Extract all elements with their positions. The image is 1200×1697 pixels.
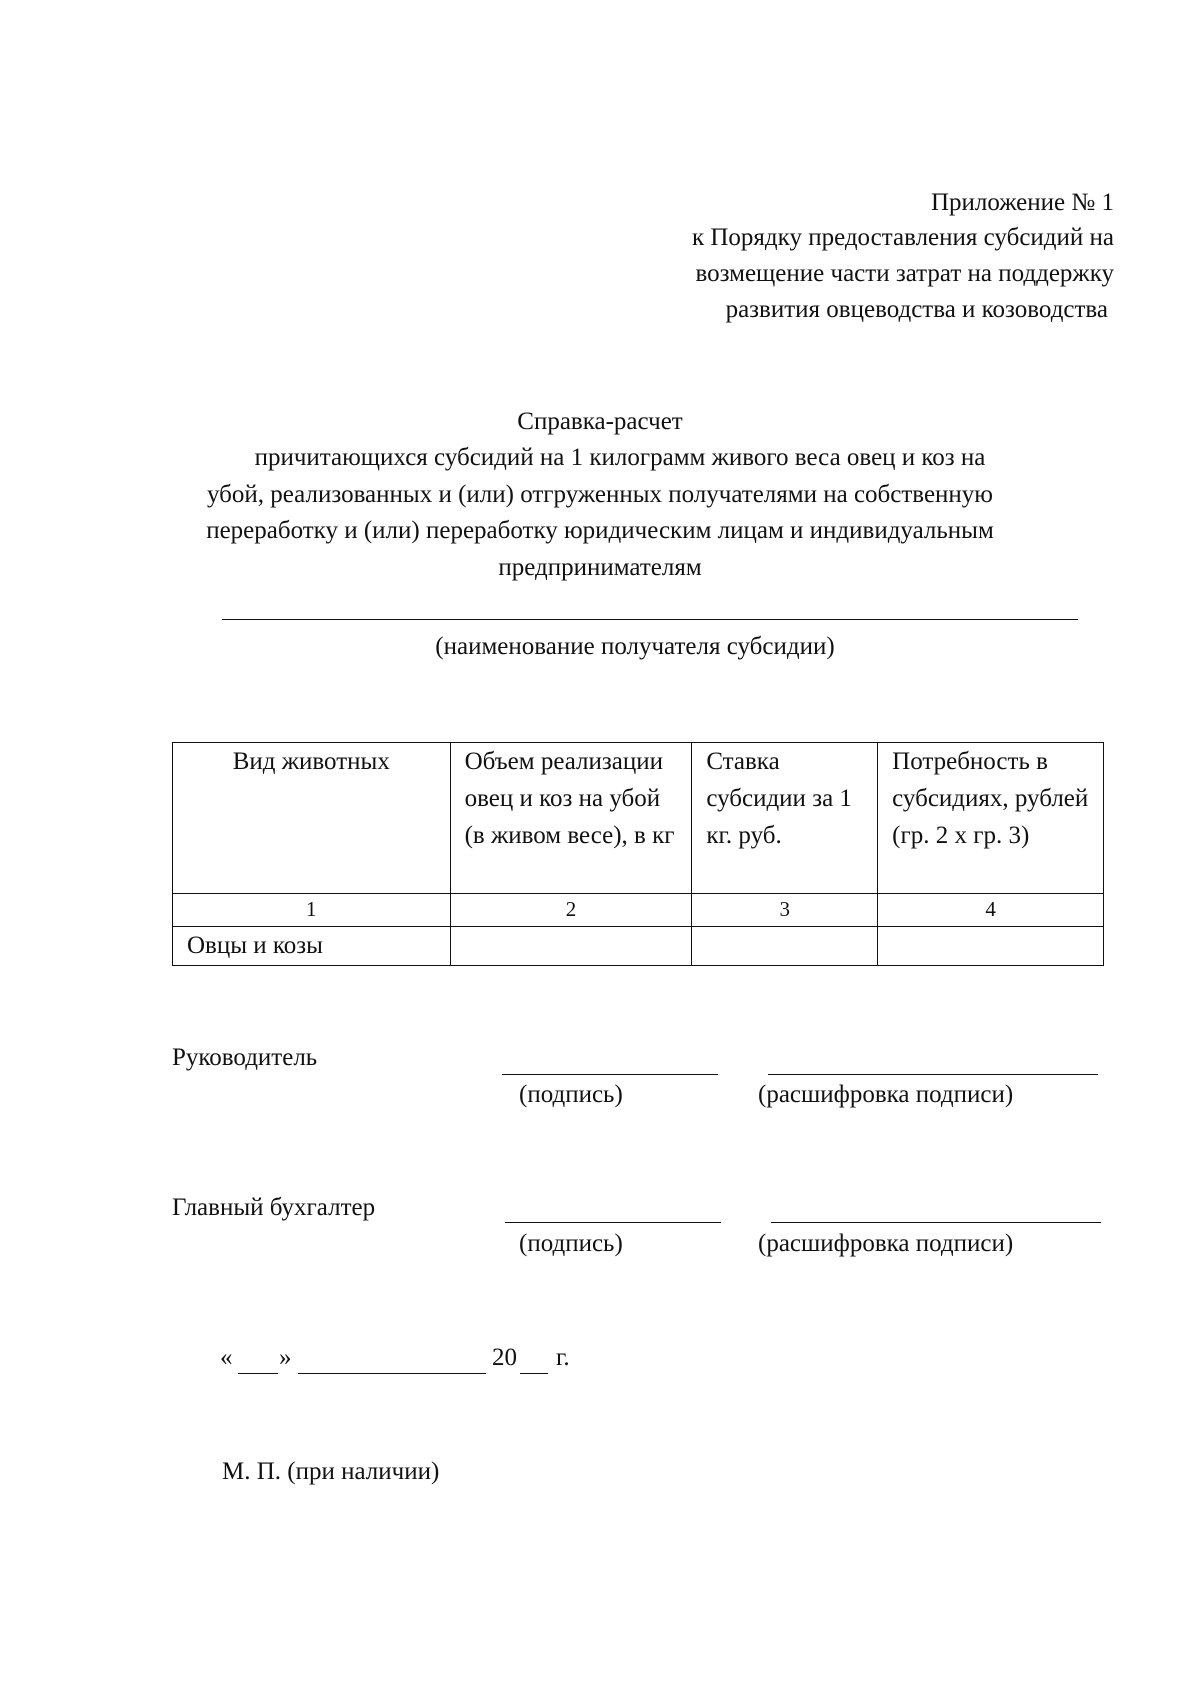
table-row <box>173 927 1104 966</box>
row-need-cell[interactable] <box>878 927 1104 966</box>
appendix-line-3: возмещение части затрат на поддержку <box>695 260 1114 287</box>
header-rate: Ставка субсидии за 1 кг. руб. <box>692 743 878 894</box>
year-suffix: г. <box>556 1344 570 1371</box>
appendix-number: Приложение № 1 <box>930 189 1114 216</box>
appendix-line-4: развития овцеводства и козоводства <box>725 296 1108 323</box>
column-number: 2 <box>450 894 692 927</box>
table-header-row <box>173 743 1104 894</box>
subsidy-table <box>172 742 1104 966</box>
stamp-note: М. П. (при наличии) <box>222 1458 440 1485</box>
accountant-sign-caption: (подпись) <box>519 1230 623 1257</box>
header-animal-type: Вид животных <box>173 743 451 894</box>
row-animal-type: Овцы и козы <box>173 927 451 966</box>
column-number: 1 <box>173 894 451 927</box>
recipient-name-line[interactable] <box>222 619 1078 620</box>
head-decode-caption: (расшифровка подписи) <box>758 1081 1014 1108</box>
year-prefix: 20 <box>492 1344 517 1371</box>
subtitle-line-2: убой, реализованных и (или) отгруженных получателями на собственную <box>207 481 993 508</box>
header-volume: Объем реализации овец и коз на убой (в живом весе), в кг <box>450 743 692 894</box>
year-blank[interactable] <box>520 1373 548 1374</box>
row-volume-cell[interactable] <box>450 927 692 966</box>
head-signature-line[interactable] <box>502 1074 718 1075</box>
head-label: Руководитель <box>172 1044 318 1071</box>
recipient-caption: (наименование получателя субсидии) <box>435 633 835 660</box>
header-need: Потребность в субсидиях, рублей (гр. 2 х гр. 3) <box>878 743 1104 894</box>
date-close-quote: » <box>279 1344 292 1371</box>
date-open-quote: « <box>220 1344 233 1371</box>
appendix-line-2: к Порядку предоставления субсидий на <box>691 224 1114 251</box>
head-sign-caption: (подпись) <box>519 1081 623 1108</box>
subtitle-line-3: переработку и (или) переработку юридическим лицам и индивидуальным <box>206 517 994 544</box>
table-number-row <box>173 894 1104 927</box>
accountant-label: Главный бухгалтер <box>172 1194 376 1221</box>
accountant-signature-line[interactable] <box>505 1222 721 1223</box>
subtitle-line-4: предпринимателям <box>498 554 702 581</box>
column-number: 3 <box>692 894 878 927</box>
column-number: 4 <box>878 894 1104 927</box>
subtitle-line-1: причитающихся субсидий на 1 килограмм живого веса овец и коз на <box>254 444 986 471</box>
month-blank[interactable] <box>298 1373 486 1374</box>
day-blank[interactable] <box>238 1373 278 1374</box>
accountant-decode-caption: (расшифровка подписи) <box>758 1230 1014 1257</box>
row-rate-cell[interactable] <box>692 927 878 966</box>
document-title: Справка-расчет <box>517 408 683 435</box>
accountant-decode-line[interactable] <box>771 1222 1101 1223</box>
head-decode-line[interactable] <box>768 1074 1098 1075</box>
